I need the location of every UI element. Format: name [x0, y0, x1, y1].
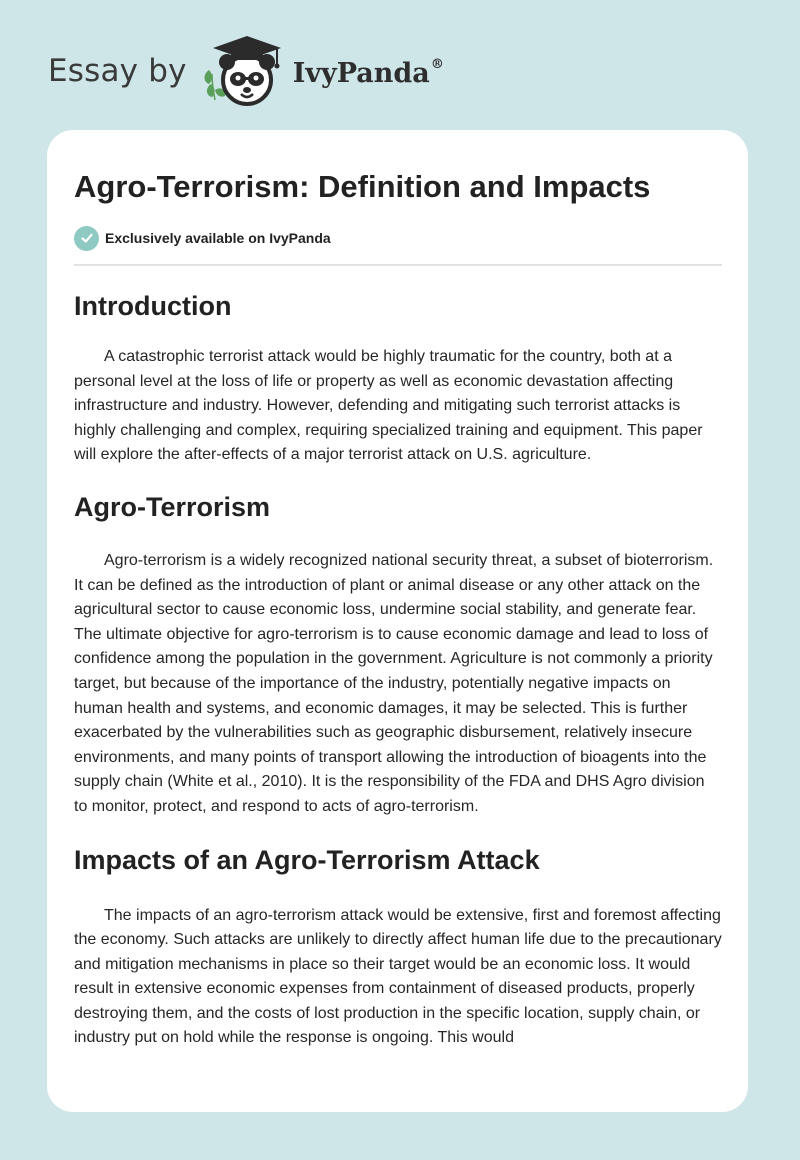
- page-title: Agro-Terrorism: Definition and Impacts: [74, 169, 651, 204]
- section-impacts: [74, 842, 722, 1052]
- brand-name: IvyPanda®: [292, 57, 444, 89]
- exclusive-badge: [74, 225, 722, 251]
- site-header: [48, 30, 444, 110]
- divider: [74, 264, 722, 266]
- check-circle-icon: [74, 226, 99, 251]
- registered-mark: ®: [430, 57, 444, 72]
- panda-graduate-icon: [201, 30, 287, 110]
- section-heading: Impacts of an Agro-Terrorism Attack: [74, 844, 540, 875]
- section-heading: Agro-Terrorism: [74, 491, 271, 522]
- ivypanda-logo[interactable]: [201, 30, 444, 110]
- section-paragraph: A catastrophic terrorist attack would be highly traumatic for the country, both at a personal level at the loss of life or property as well as economic devastation affecting infrastructure and industry. However, defending and mitigating such terrorist attacks is highly challenging and complex, requiring specialized training and equipment. This paper will explore the after-effects of a major terrorist attack on U.S. agriculture.: [74, 348, 703, 464]
- exclusive-label: Exclusively available on IvyPanda: [105, 230, 331, 246]
- essay-card: [47, 130, 748, 1112]
- section-paragraph: Agro-terrorism is a widely recognized national security threat, a subset of bioterrorism. It can be defined as the introduction of plant or animal disease or any other attack on the agricultural sector to cause economic loss, undermine social stability, and generate fear. The ultimate objective for agro-terrorism is to cause economic damage and lead to loss of confidence among the population in the government. Agriculture is not commonly a priority target, but because of the importance of the industry, potentially negative impacts on human health and systems, and economic damages, it may be selected. This is further exacerbated by the vulnerabilities such as geographic disbursement, relatively insecure environments, and many points of transport allowing the introduction of bioagents into the supply chain (White et al., 2010). It is the responsibility of the FDA and DHS Agro division to monitor, protect, and respond to acts of agro-terrorism.: [74, 551, 714, 815]
- section-paragraph: The impacts of an agro-terrorism attack would be extensive, first and foremost affecting the economy. Such attacks are unlikely to directly affect human life due to the precautionary and mitigation mechanisms in place so their target would be an economic loss. It would result in extensive economic expenses from containment of diseased products, properly destroying them, and the costs of lost production in the specific location, supply chain, or industry put on hold while the response is ongoing. This would: [74, 906, 722, 1047]
- section-introduction: [74, 288, 722, 468]
- section-heading: Introduction: [74, 291, 232, 321]
- essay-by-label: Essay by: [48, 53, 187, 89]
- section-agro-terrorism: [74, 489, 722, 820]
